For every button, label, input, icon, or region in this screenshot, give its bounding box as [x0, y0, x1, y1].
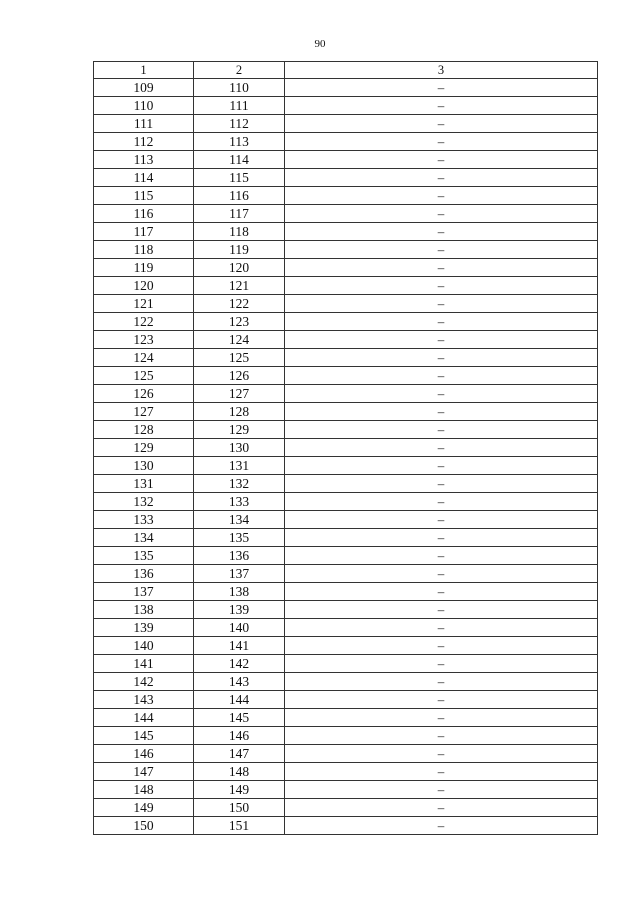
table-cell-col-3: –	[285, 655, 598, 673]
table-row	[94, 205, 598, 223]
table-cell-col-3: –	[285, 169, 598, 187]
table-row	[94, 601, 598, 619]
table-cell-col-1: 117	[94, 223, 194, 241]
table-cell-col-3: –	[285, 475, 598, 493]
table-cell-col-3: –	[285, 205, 598, 223]
table-cell-col-3: –	[285, 799, 598, 817]
table-cell-col-3: –	[285, 223, 598, 241]
table-row	[94, 151, 598, 169]
table-row	[94, 529, 598, 547]
table-row	[94, 619, 598, 637]
table-row	[94, 277, 598, 295]
table-cell-col-2: 151	[194, 817, 285, 835]
table-cell-col-1: 124	[94, 349, 194, 367]
table-cell-col-3: –	[285, 241, 598, 259]
table-cell-col-3: –	[285, 295, 598, 313]
table-cell-col-3: –	[285, 493, 598, 511]
table-cell-col-3: –	[285, 673, 598, 691]
table-row	[94, 349, 598, 367]
table-cell-col-2: 129	[194, 421, 285, 439]
table-row	[94, 691, 598, 709]
table-cell-col-1: 125	[94, 367, 194, 385]
table-cell-col-1: 128	[94, 421, 194, 439]
table-cell-col-1: 130	[94, 457, 194, 475]
column-header-1: 1	[94, 62, 194, 79]
table-cell-col-1: 142	[94, 673, 194, 691]
table-header-row	[94, 62, 598, 79]
table-cell-col-1: 126	[94, 385, 194, 403]
table-cell-col-2: 128	[194, 403, 285, 421]
table-cell-col-3: –	[285, 529, 598, 547]
table-cell-col-2: 112	[194, 115, 285, 133]
table-cell-col-3: –	[285, 313, 598, 331]
table-row	[94, 367, 598, 385]
table-row	[94, 637, 598, 655]
table-cell-col-2: 120	[194, 259, 285, 277]
table-cell-col-1: 123	[94, 331, 194, 349]
table-cell-col-1: 143	[94, 691, 194, 709]
table-cell-col-2: 145	[194, 709, 285, 727]
table-cell-col-2: 143	[194, 673, 285, 691]
table-cell-col-3: –	[285, 745, 598, 763]
table-cell-col-2: 147	[194, 745, 285, 763]
table-row	[94, 475, 598, 493]
table-cell-col-2: 148	[194, 763, 285, 781]
table-cell-col-3: –	[285, 727, 598, 745]
table-cell-col-1: 119	[94, 259, 194, 277]
table-cell-col-1: 150	[94, 817, 194, 835]
table-cell-col-1: 147	[94, 763, 194, 781]
table-cell-col-1: 141	[94, 655, 194, 673]
table-cell-col-3: –	[285, 511, 598, 529]
table-row	[94, 511, 598, 529]
table-cell-col-2: 132	[194, 475, 285, 493]
table-cell-col-2: 134	[194, 511, 285, 529]
table-cell-col-1: 144	[94, 709, 194, 727]
table-row	[94, 403, 598, 421]
table-cell-col-3: –	[285, 97, 598, 115]
table-cell-col-1: 133	[94, 511, 194, 529]
table-cell-col-2: 121	[194, 277, 285, 295]
table-row	[94, 583, 598, 601]
table-row	[94, 385, 598, 403]
table-cell-col-3: –	[285, 115, 598, 133]
table-cell-col-1: 138	[94, 601, 194, 619]
table-row	[94, 313, 598, 331]
table-cell-col-2: 127	[194, 385, 285, 403]
table-cell-col-2: 123	[194, 313, 285, 331]
table-cell-col-2: 110	[194, 79, 285, 97]
table-cell-col-2: 111	[194, 97, 285, 115]
table-cell-col-3: –	[285, 601, 598, 619]
table-cell-col-2: 150	[194, 799, 285, 817]
table-cell-col-2: 136	[194, 547, 285, 565]
table-row	[94, 655, 598, 673]
table-row	[94, 493, 598, 511]
table-cell-col-3: –	[285, 259, 598, 277]
table-cell-col-1: 135	[94, 547, 194, 565]
table-cell-col-1: 136	[94, 565, 194, 583]
table-cell-col-1: 113	[94, 151, 194, 169]
table-row	[94, 115, 598, 133]
table-cell-col-1: 109	[94, 79, 194, 97]
column-header-3: 3	[285, 62, 598, 79]
table-cell-col-1: 132	[94, 493, 194, 511]
table-cell-col-3: –	[285, 763, 598, 781]
table-cell-col-3: –	[285, 421, 598, 439]
table-cell-col-1: 116	[94, 205, 194, 223]
table-cell-col-3: –	[285, 187, 598, 205]
table-cell-col-1: 146	[94, 745, 194, 763]
table-body	[94, 79, 598, 835]
table-cell-col-1: 140	[94, 637, 194, 655]
table-row	[94, 295, 598, 313]
data-table	[93, 61, 598, 835]
table-cell-col-1: 120	[94, 277, 194, 295]
table-cell-col-2: 118	[194, 223, 285, 241]
table-cell-col-1: 131	[94, 475, 194, 493]
table-row	[94, 259, 598, 277]
table-cell-col-3: –	[285, 403, 598, 421]
table-cell-col-3: –	[285, 619, 598, 637]
table-row	[94, 169, 598, 187]
table-cell-col-2: 141	[194, 637, 285, 655]
table-cell-col-1: 139	[94, 619, 194, 637]
table-row	[94, 781, 598, 799]
table-cell-col-3: –	[285, 385, 598, 403]
table-row	[94, 97, 598, 115]
table-cell-col-3: –	[285, 583, 598, 601]
table-row	[94, 187, 598, 205]
table-cell-col-3: –	[285, 349, 598, 367]
table-cell-col-3: –	[285, 79, 598, 97]
table-cell-col-2: 138	[194, 583, 285, 601]
table-cell-col-1: 127	[94, 403, 194, 421]
table-cell-col-1: 122	[94, 313, 194, 331]
table-row	[94, 331, 598, 349]
table-row	[94, 745, 598, 763]
table-cell-col-2: 131	[194, 457, 285, 475]
table-row	[94, 709, 598, 727]
table-cell-col-2: 140	[194, 619, 285, 637]
table-cell-col-3: –	[285, 691, 598, 709]
table-cell-col-3: –	[285, 637, 598, 655]
table-row	[94, 727, 598, 745]
table-cell-col-2: 130	[194, 439, 285, 457]
table-row	[94, 439, 598, 457]
table-cell-col-1: 115	[94, 187, 194, 205]
table-row	[94, 817, 598, 835]
table-cell-col-2: 126	[194, 367, 285, 385]
table-row	[94, 421, 598, 439]
table-cell-col-3: –	[285, 781, 598, 799]
table-row	[94, 241, 598, 259]
table-row	[94, 763, 598, 781]
table-cell-col-3: –	[285, 277, 598, 295]
table-cell-col-3: –	[285, 709, 598, 727]
table-cell-col-2: 137	[194, 565, 285, 583]
table-cell-col-2: 149	[194, 781, 285, 799]
table-cell-col-3: –	[285, 133, 598, 151]
table-header	[94, 62, 598, 79]
table-cell-col-2: 144	[194, 691, 285, 709]
table-cell-col-1: 149	[94, 799, 194, 817]
table-cell-col-2: 125	[194, 349, 285, 367]
table-row	[94, 223, 598, 241]
table-cell-col-1: 112	[94, 133, 194, 151]
table-cell-col-2: 119	[194, 241, 285, 259]
table-cell-col-2: 135	[194, 529, 285, 547]
table-cell-col-1: 110	[94, 97, 194, 115]
table-cell-col-2: 142	[194, 655, 285, 673]
table-cell-col-1: 111	[94, 115, 194, 133]
table-cell-col-2: 113	[194, 133, 285, 151]
table-cell-col-1: 121	[94, 295, 194, 313]
table-cell-col-3: –	[285, 817, 598, 835]
table-cell-col-3: –	[285, 439, 598, 457]
table-cell-col-1: 137	[94, 583, 194, 601]
table-cell-col-1: 118	[94, 241, 194, 259]
table-cell-col-2: 117	[194, 205, 285, 223]
table-row	[94, 457, 598, 475]
table-row	[94, 799, 598, 817]
table-cell-col-2: 139	[194, 601, 285, 619]
table-cell-col-2: 146	[194, 727, 285, 745]
table-cell-col-2: 114	[194, 151, 285, 169]
table-cell-col-3: –	[285, 331, 598, 349]
table-row	[94, 673, 598, 691]
table-row	[94, 565, 598, 583]
table-cell-col-3: –	[285, 367, 598, 385]
table-row	[94, 133, 598, 151]
table-cell-col-1: 134	[94, 529, 194, 547]
table-cell-col-2: 116	[194, 187, 285, 205]
table-cell-col-1: 145	[94, 727, 194, 745]
table-cell-col-2: 124	[194, 331, 285, 349]
table-cell-col-3: –	[285, 565, 598, 583]
table-cell-col-3: –	[285, 547, 598, 565]
table-cell-col-2: 133	[194, 493, 285, 511]
table-cell-col-1: 148	[94, 781, 194, 799]
table-cell-col-1: 114	[94, 169, 194, 187]
table-cell-col-1: 129	[94, 439, 194, 457]
table-cell-col-3: –	[285, 151, 598, 169]
column-header-2: 2	[194, 62, 285, 79]
table-row	[94, 547, 598, 565]
table-row	[94, 79, 598, 97]
table-cell-col-3: –	[285, 457, 598, 475]
page-number: 90	[314, 38, 326, 50]
table-cell-col-2: 122	[194, 295, 285, 313]
table-cell-col-2: 115	[194, 169, 285, 187]
